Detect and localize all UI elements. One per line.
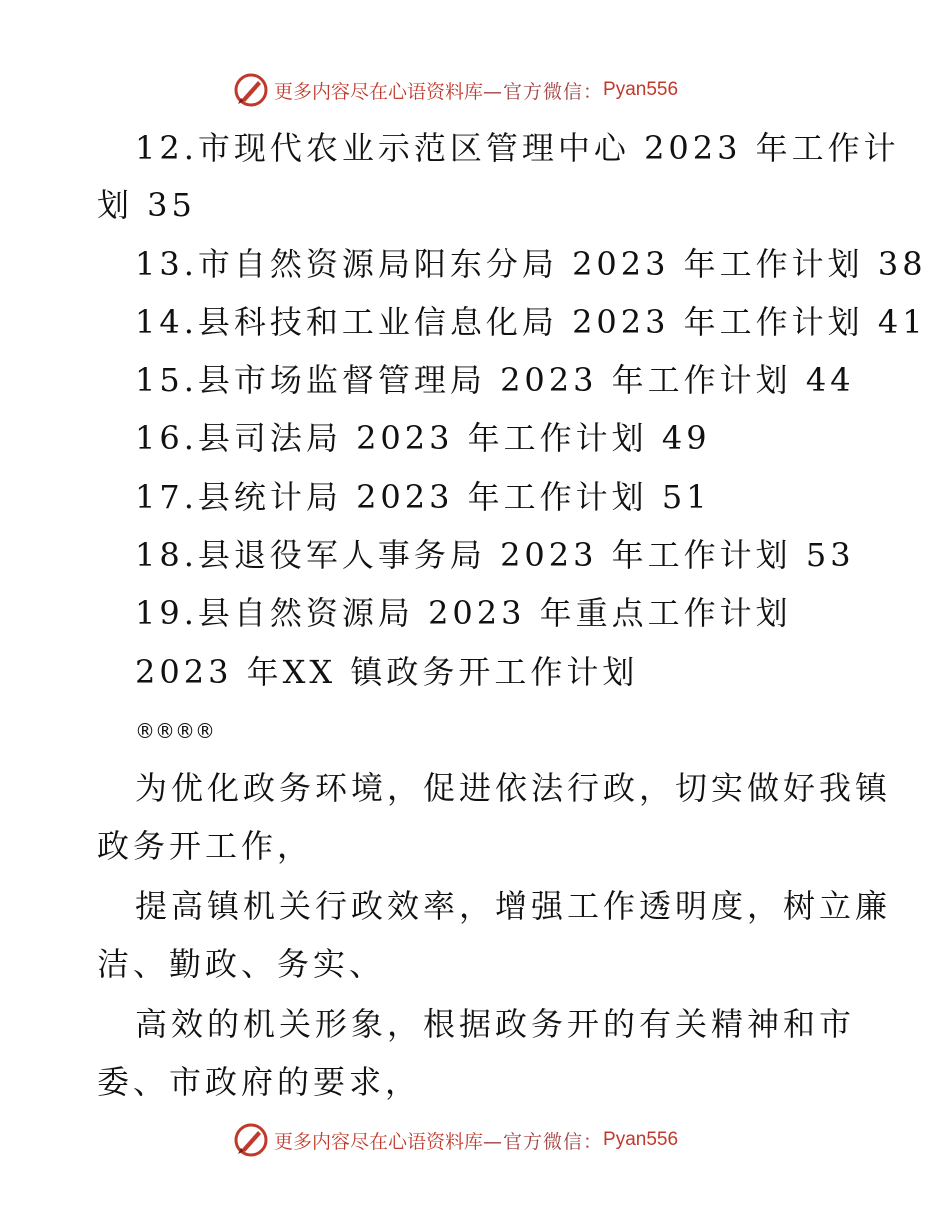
paragraph-1-line-1: 为优化政务环境，促进依法行政，切实做好我镇	[135, 769, 892, 807]
header-watermark	[232, 70, 678, 110]
toc-item-19: 19.县自然资源局 2023 年重点工作计划	[135, 594, 792, 632]
watermark-site-text: 更多内容尽在心语资料库	[274, 1130, 484, 1153]
paragraph-1-line-2: 政务开工作，	[97, 827, 314, 865]
paragraph-2-line-2: 洁、勤政、务实、	[97, 945, 386, 983]
toc-item-15: 15.县市场监督管理局 2023 年工作计划 44	[135, 361, 855, 399]
symbol-row: ®®®®	[135, 719, 215, 743]
toc-item-12: 12.市现代农业示范区管理中心 2023 年工作计	[135, 129, 900, 167]
pen-logo-icon	[232, 71, 270, 109]
toc-item-17: 17.县统计局 2023 年工作计划 51	[135, 478, 711, 516]
toc-item-16: 16.县司法局 2023 年工作计划 49	[135, 419, 711, 457]
section-title: 2023 年XX 镇政务开工作计划	[135, 653, 639, 691]
toc-item-12-continued: 划 35	[97, 186, 196, 224]
watermark-site-text: 更多内容尽在心语资料库	[274, 80, 484, 103]
watermark-dash-text: —官方微信：	[483, 1130, 604, 1153]
toc-item-14: 14.县科技和工业信息化局 2023 年工作计划 41	[135, 303, 927, 341]
footer-watermark	[232, 1120, 678, 1160]
watermark-dash-text: —官方微信：	[483, 80, 604, 103]
watermark-wechat-id: Pyan556	[603, 79, 679, 100]
toc-item-18: 18.县退役军人事务局 2023 年工作计划 53	[135, 536, 855, 574]
pen-logo-icon	[232, 1121, 270, 1159]
paragraph-2-line-1: 提高镇机关行政效率，增强工作透明度，树立廉	[135, 887, 892, 925]
watermark-wechat-id: Pyan556	[603, 1129, 679, 1150]
toc-item-13: 13.市自然资源局阳东分局 2023 年工作计划 38	[135, 245, 927, 283]
paragraph-3-line-2: 委、市政府的要求，	[97, 1063, 422, 1101]
paragraph-3-line-1: 高效的机关形象，根据政务开的有关精神和市	[135, 1005, 856, 1043]
